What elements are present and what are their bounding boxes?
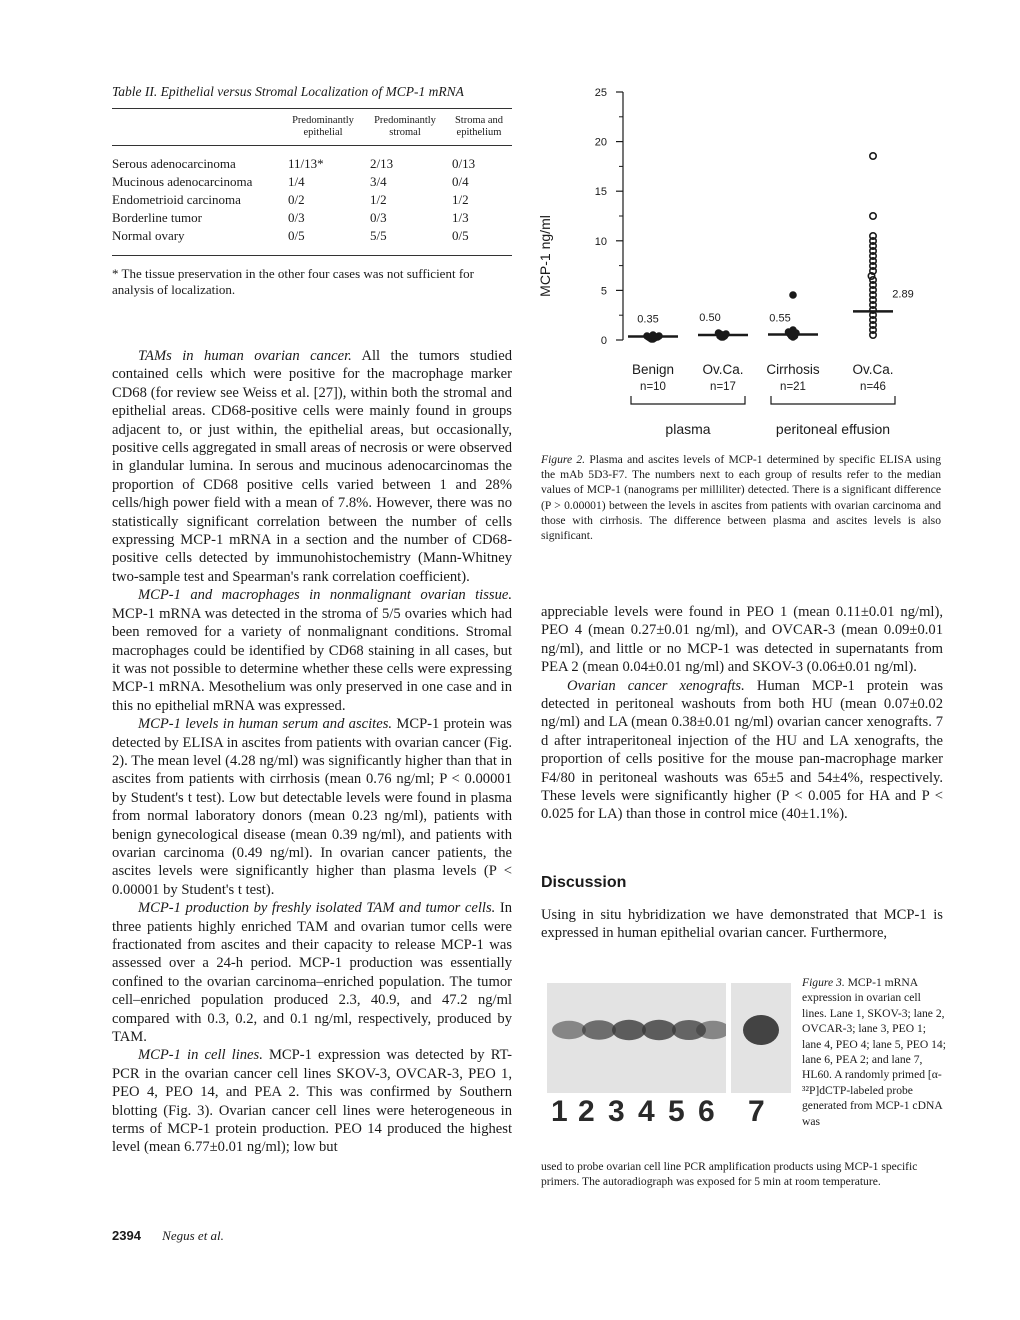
table-cell: 3/4 xyxy=(370,174,387,189)
group-n-label: n=10 xyxy=(640,381,666,393)
row-label: Endometrioid carcinoma xyxy=(112,192,241,207)
figure-3-caption-continued: used to probe ovarian cell line PCR amplification products using MCP-1 specific primers. The autoradiograph was exposed for 5 min at room temperature. xyxy=(541,1160,918,1189)
y-tick-label: 20 xyxy=(594,136,607,149)
right-body-text xyxy=(541,603,943,824)
left-body-text xyxy=(112,347,512,1157)
group-bracket xyxy=(631,396,745,404)
group-label: Cirrhosis xyxy=(766,362,820,377)
lane-label: 6 xyxy=(698,1095,715,1128)
table-header-cell: Predominantly epithelial xyxy=(292,115,354,138)
table-row xyxy=(112,191,512,209)
table-bottom-rule xyxy=(112,255,512,256)
table-cell: 5/5 xyxy=(370,228,387,243)
paragraph: Ovarian cancer xenografts. Human MCP-1 protein was detected in peritoneal washouts from both HU (mean 0.07±0.02 ng/ml) and LA (mean 0.38±0.01 ng/ml) ovarian cancer xenografts. 7 d after intraperitoneal injection of the HU and LA xenografts, the proportion of cells positive for the mouse pan-macrophage marker F4/80 in peritoneal washouts was 65±5 and 54±4%, respectively. These levels were significantly higher (P < 0.005 for HA and P < 0.025 for LA) than those in control mice (40±1.1%). xyxy=(541,677,943,823)
figure-2-caption: Figure 2. Plasma and ascites levels of MCP-1 determined by specific ELISA using the mAb 5D3-F7. The numbers next to each group of results refer to the median values of MCP-1 (nanograms per milliliter) detected. There is a significant difference (P > 0.00001) between the levels in ascites from patients with ovarian carcinoma and those with cirrhosis. The difference between plasma and ascites levels is also significant. xyxy=(541,453,941,543)
table-header-row xyxy=(112,109,512,146)
table-cell: 0/5 xyxy=(452,228,469,243)
lane-label: 4 xyxy=(638,1095,655,1128)
median-label: 0.35 xyxy=(637,313,659,326)
blot-band xyxy=(582,1020,616,1040)
blot-band xyxy=(612,1020,646,1040)
table-header-cell: Stroma and epithelium xyxy=(454,115,504,138)
blot-band xyxy=(552,1021,586,1039)
data-point xyxy=(790,292,796,298)
paragraph: MCP-1 levels in human serum and ascites. MCP-1 protein was detected by ELISA in ascites from patients with ovarian cancer (Fig. 2). The mean level (4.28 ng/ml) was significantly higher than that in ascites from patients with cirrhosis (mean 0.76 ng/ml; P < 0.00001 by Student's t test). Low but detectable levels were found in plasma from normal laboratory donors (mean 0.23 ng/ml), patients with benign gynecological disease (mean 0.39 ng/ml), and patients with ovarian carcinoma (0.49 ng/ml). In ovarian cancer patients, the ascites levels were significantly higher than plasma levels (P < 0.00001 by Student's t test). xyxy=(112,716,512,898)
table-cell: 0/5 xyxy=(288,228,305,243)
figure-2-chart xyxy=(528,78,958,448)
table-cell: 0/3 xyxy=(288,210,305,225)
table-cell: 2/13 xyxy=(370,156,394,171)
left-column xyxy=(112,80,512,1157)
table-cell: 0/2 xyxy=(288,192,305,207)
figure-3-autoradiograph xyxy=(541,983,791,1143)
page-number: 2394 xyxy=(112,1228,141,1243)
y-tick-label: 5 xyxy=(600,285,607,298)
group-bracket xyxy=(771,396,895,404)
blot-panel xyxy=(731,983,791,1093)
table-cell: 1/2 xyxy=(452,192,469,207)
y-tick-label: 10 xyxy=(594,235,607,248)
y-tick-label: 0 xyxy=(600,335,607,347)
table-cell: 1/4 xyxy=(288,174,305,189)
median-label: 2.89 xyxy=(892,288,914,301)
lane-label: 2 xyxy=(578,1095,595,1128)
row-label: Borderline tumor xyxy=(112,210,202,225)
page-footer xyxy=(112,1228,224,1244)
y-tick-label: 15 xyxy=(594,186,607,199)
table-cell: 0/13 xyxy=(452,156,476,171)
table-footnote: * The tissue preservation in the other four cases was not sufficient for analysis of localization. xyxy=(112,266,474,297)
group-n-label: n=46 xyxy=(860,381,886,393)
figure-3-caption: Figure 3. MCP-1 mRNA expression in ovarian cell lines. Lane 1, SKOV-3; lane 2, OVCAR-3; lane 3, PEO 1; lane 4, PEO 4; lane 5, PEO 14; lane 6, PEA 2; and lane 7, HL60. A randomly primed [α-³²P]dCTP-labeled probe generated from MCP-1 cDNA was xyxy=(802,976,946,1128)
blot-panel xyxy=(547,983,726,1093)
blot-band xyxy=(743,1015,779,1045)
table-row xyxy=(112,209,512,227)
lane-label: 1 xyxy=(551,1095,568,1128)
table-cell: 11/13* xyxy=(288,156,324,171)
paragraph: MCP-1 and macrophages in nonmalignant ovarian tissue. MCP-1 mRNA was detected in the stroma of 5/5 ovaries which had been removed for a variety of nonmalignant conditions. Stromal macrophages could be identified by CD68 staining in all cases, but it was not possible to determine whether these cells were expressing MCP-1 mRNA. Mesothelium was only preserved in one case and in this no epithelial mRNA was expressed. xyxy=(112,587,512,714)
lane-label: 3 xyxy=(608,1095,625,1128)
table-cell: 1/2 xyxy=(370,192,387,207)
bracket-label: peritoneal effusion xyxy=(775,421,891,437)
data-point xyxy=(870,153,876,159)
bracket-label: plasma xyxy=(665,421,711,437)
data-point xyxy=(870,213,876,219)
table-cell: 0/3 xyxy=(370,210,387,225)
row-label: Mucinous adenocarcinoma xyxy=(112,174,253,189)
blot-bands xyxy=(731,983,791,1093)
median-label: 0.55 xyxy=(769,312,791,325)
group-label: Benign xyxy=(631,362,675,377)
lane-label: 7 xyxy=(748,1095,765,1128)
y-axis-label: MCP-1 ng/ml xyxy=(537,215,553,297)
blot-band xyxy=(642,1020,676,1040)
data-point xyxy=(790,327,796,333)
paragraph: appreciable levels were found in PEO 1 (mean 0.11±0.01 ng/ml), PEO 4 (mean 0.27±0.01 ng/ml), and OVCAR-3 (mean 0.09±0.01 ng/ml), and little or no MCP-1 was detected in supernatants from PEA 2 (mean 0.04±0.01 ng/ml) and SKOV-3 (0.06±0.01 ng/ml). xyxy=(541,604,943,676)
table-row xyxy=(112,146,512,173)
table-header-cell xyxy=(112,109,282,146)
blot-bands xyxy=(547,983,726,1093)
row-label: Normal ovary xyxy=(112,228,185,243)
scatter-plot xyxy=(528,78,958,448)
table-cell: 0/4 xyxy=(452,174,469,189)
paragraph: MCP-1 production by freshly isolated TAM and tumor cells. In three patients highly enriched TAM and ovarian tumor cells were fractionated from ascites and their capacity to release MCP-1 was assessed over a 24-h period. MCP-1 production was essentially confined to the ovarian carcinoma–enriched population. The tumor cell–enriched population produced 2.3, 40.9, and 47.2 ng/ml compared with 0.3, 0.2, and 0.1 ng/ml, respectively, produced by TAM. xyxy=(112,900,512,1046)
localization-table xyxy=(112,109,512,255)
running-authors: Negus et al. xyxy=(162,1228,224,1243)
y-tick-label: 25 xyxy=(594,87,607,99)
lane-label: 5 xyxy=(668,1095,685,1128)
median-label: 0.50 xyxy=(699,312,721,325)
table-cell: 1/3 xyxy=(452,210,469,225)
group-label: Ov.Ca. xyxy=(852,362,894,377)
paragraph: TAMs in human ovarian cancer. All the tumors studied contained cells which were positive for the macrophage marker CD68 (for review see Weiss et al. [27]), within both the stromal and epithelial areas. CD68-positive cells were mainly found in groups adjacent to, or just within, the epithelial areas, but occasionally, positive cells aggregated in small areas of necrosis or were observed in glandular lumina. In serous and mucinous adenocarcinomas the proportion of CD68 positive cells varied between 1 and 28% cells/high power field with a mean of 7.8%. However, there was no statistically significant correlation between the number of cells expressing MCP-1 mRNA in a section and the number of CD68-positive cells detected by immunohistochemistry (Mann-Whitney two-sample test and Spearman's rank correlation coefficient). xyxy=(112,348,512,585)
table-title: Table II. Epithelial versus Stromal Localization of MCP-1 mRNA xyxy=(112,84,464,99)
table-row xyxy=(112,227,512,256)
table-header-cell: Predominantly stromal xyxy=(374,115,436,138)
group-n-label: n=17 xyxy=(710,381,736,393)
paragraph: Using in situ hybridization we have demonstrated that MCP-1 is expressed in human epithelial ovarian cancer. Furthermore, xyxy=(541,907,943,942)
group-label: Ov.Ca. xyxy=(702,362,744,377)
group-n-label: n=21 xyxy=(780,381,806,393)
section-heading-discussion: Discussion xyxy=(541,874,627,891)
row-label: Serous adenocarcinoma xyxy=(112,156,236,171)
table-row xyxy=(112,173,512,191)
discussion-text xyxy=(541,906,943,943)
paragraph: MCP-1 in cell lines. MCP-1 expression was detected by RT-PCR in the ovarian cancer cell lines SKOV-3, OVCAR-3, PEO 1, PEO 4, PEO 14, and PEA 2. This was confirmed by Southern blotting (Fig. 3). Ovarian cancer cell lines were heterogeneous in terms of MCP-1 protein production. PEO 14 produced the highest level (mean 6.77±0.01 ng/ml); low but xyxy=(112,1047,512,1156)
